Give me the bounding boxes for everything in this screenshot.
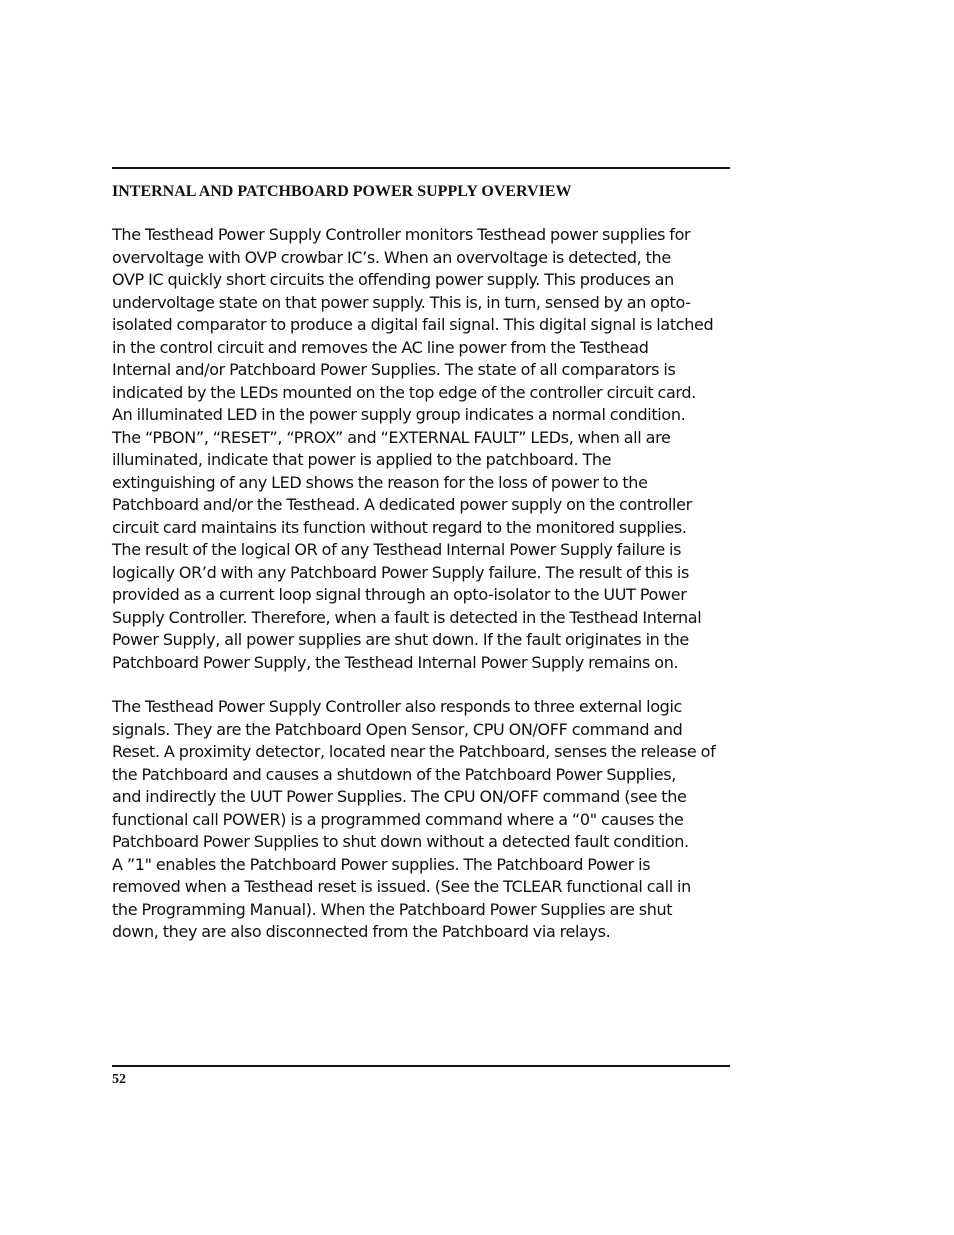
text-line: isolated comparator to produce a digital fail signal. This digital signal is latched xyxy=(112,315,714,334)
text-line: undervoltage state on that power supply. This is, in turn, sensed by an opto- xyxy=(112,292,691,312)
text-line: The Testhead Power Supply Controller also responds to three external logic xyxy=(112,697,682,716)
text-line: OVP IC quickly short circuits the offending power supply. This produces an xyxy=(112,270,674,289)
text-line: removed when a Testhead reset is issued. (See the TCLEAR functional call in xyxy=(112,877,691,896)
text-line: Patchboard and/or the Testhead. A dedicated power supply on the controller xyxy=(112,495,692,514)
text-line: overvoltage with OVP crowbar IC’s. When an overvoltage is detected, the xyxy=(112,247,671,267)
page-number: 52 xyxy=(112,1072,126,1087)
text-line: in the control circuit and removes the AC line power from the Testhead xyxy=(112,337,649,357)
text-line: the Programming Manual). When the Patchboard Power Supplies are shut xyxy=(112,899,673,919)
text-line: down, they are also disconnected from the Patchboard via relays. xyxy=(112,922,611,941)
text-line: The result of the logical OR of any Testhead Internal Power Supply failure is xyxy=(112,540,682,559)
text-line: The Testhead Power Supply Controller monitors Testhead power supplies for xyxy=(112,225,691,244)
text-line: and indirectly the UUT Power Supplies. The CPU ON/OFF command (see the xyxy=(112,787,687,806)
paragraph-2 xyxy=(112,696,734,944)
text-line: illuminated, indicate that power is applied to the patchboard. The xyxy=(112,450,612,469)
text-line: functional call POWER) is a programmed command where a “0" causes the xyxy=(112,809,684,829)
paragraph-1 xyxy=(112,224,734,674)
text-line: Patchboard Power Supply, the Testhead Internal Power Supply remains on. xyxy=(112,652,679,672)
top-rule xyxy=(112,167,730,169)
bottom-rule xyxy=(112,1065,730,1067)
text-line: The “PBON”, “RESET”, “PROX” and “EXTERNAL FAULT” LEDs, when all are xyxy=(112,427,671,447)
section-heading: INTERNAL AND PATCHBOARD POWER SUPPLY OVERVIEW xyxy=(112,183,572,200)
text-line: An illuminated LED in the power supply group indicates a normal condition. xyxy=(112,405,686,424)
text-line: A ”1" enables the Patchboard Power supplies. The Patchboard Power is xyxy=(112,854,651,874)
text-line: extinguishing of any LED shows the reason for the loss of power to the xyxy=(112,472,648,492)
text-line: logically OR’d with any Patchboard Power Supply failure. The result of this is xyxy=(112,562,689,582)
text-line: circuit card maintains its function without regard to the monitored supplies. xyxy=(112,517,687,537)
text-line: the Patchboard and causes a shutdown of the Patchboard Power Supplies, xyxy=(112,764,676,784)
text-line: Power Supply, all power supplies are shut down. If the fault originates in the xyxy=(112,630,689,649)
text-line: Patchboard Power Supplies to shut down without a detected fault condition. xyxy=(112,832,689,851)
text-line: Reset. A proximity detector, located near the Patchboard, senses the release of xyxy=(112,742,716,761)
text-line: Supply Controller. Therefore, when a fault is detected in the Testhead Internal xyxy=(112,607,702,627)
text-line: signals. They are the Patchboard Open Sensor, CPU ON/OFF command and xyxy=(112,719,683,739)
text-line: provided as a current loop signal through an opto-isolator to the UUT Power xyxy=(112,585,687,604)
text-line: indicated by the LEDs mounted on the top edge of the controller circuit card. xyxy=(112,382,696,402)
text-line: Internal and/or Patchboard Power Supplies. The state of all comparators is xyxy=(112,360,676,379)
